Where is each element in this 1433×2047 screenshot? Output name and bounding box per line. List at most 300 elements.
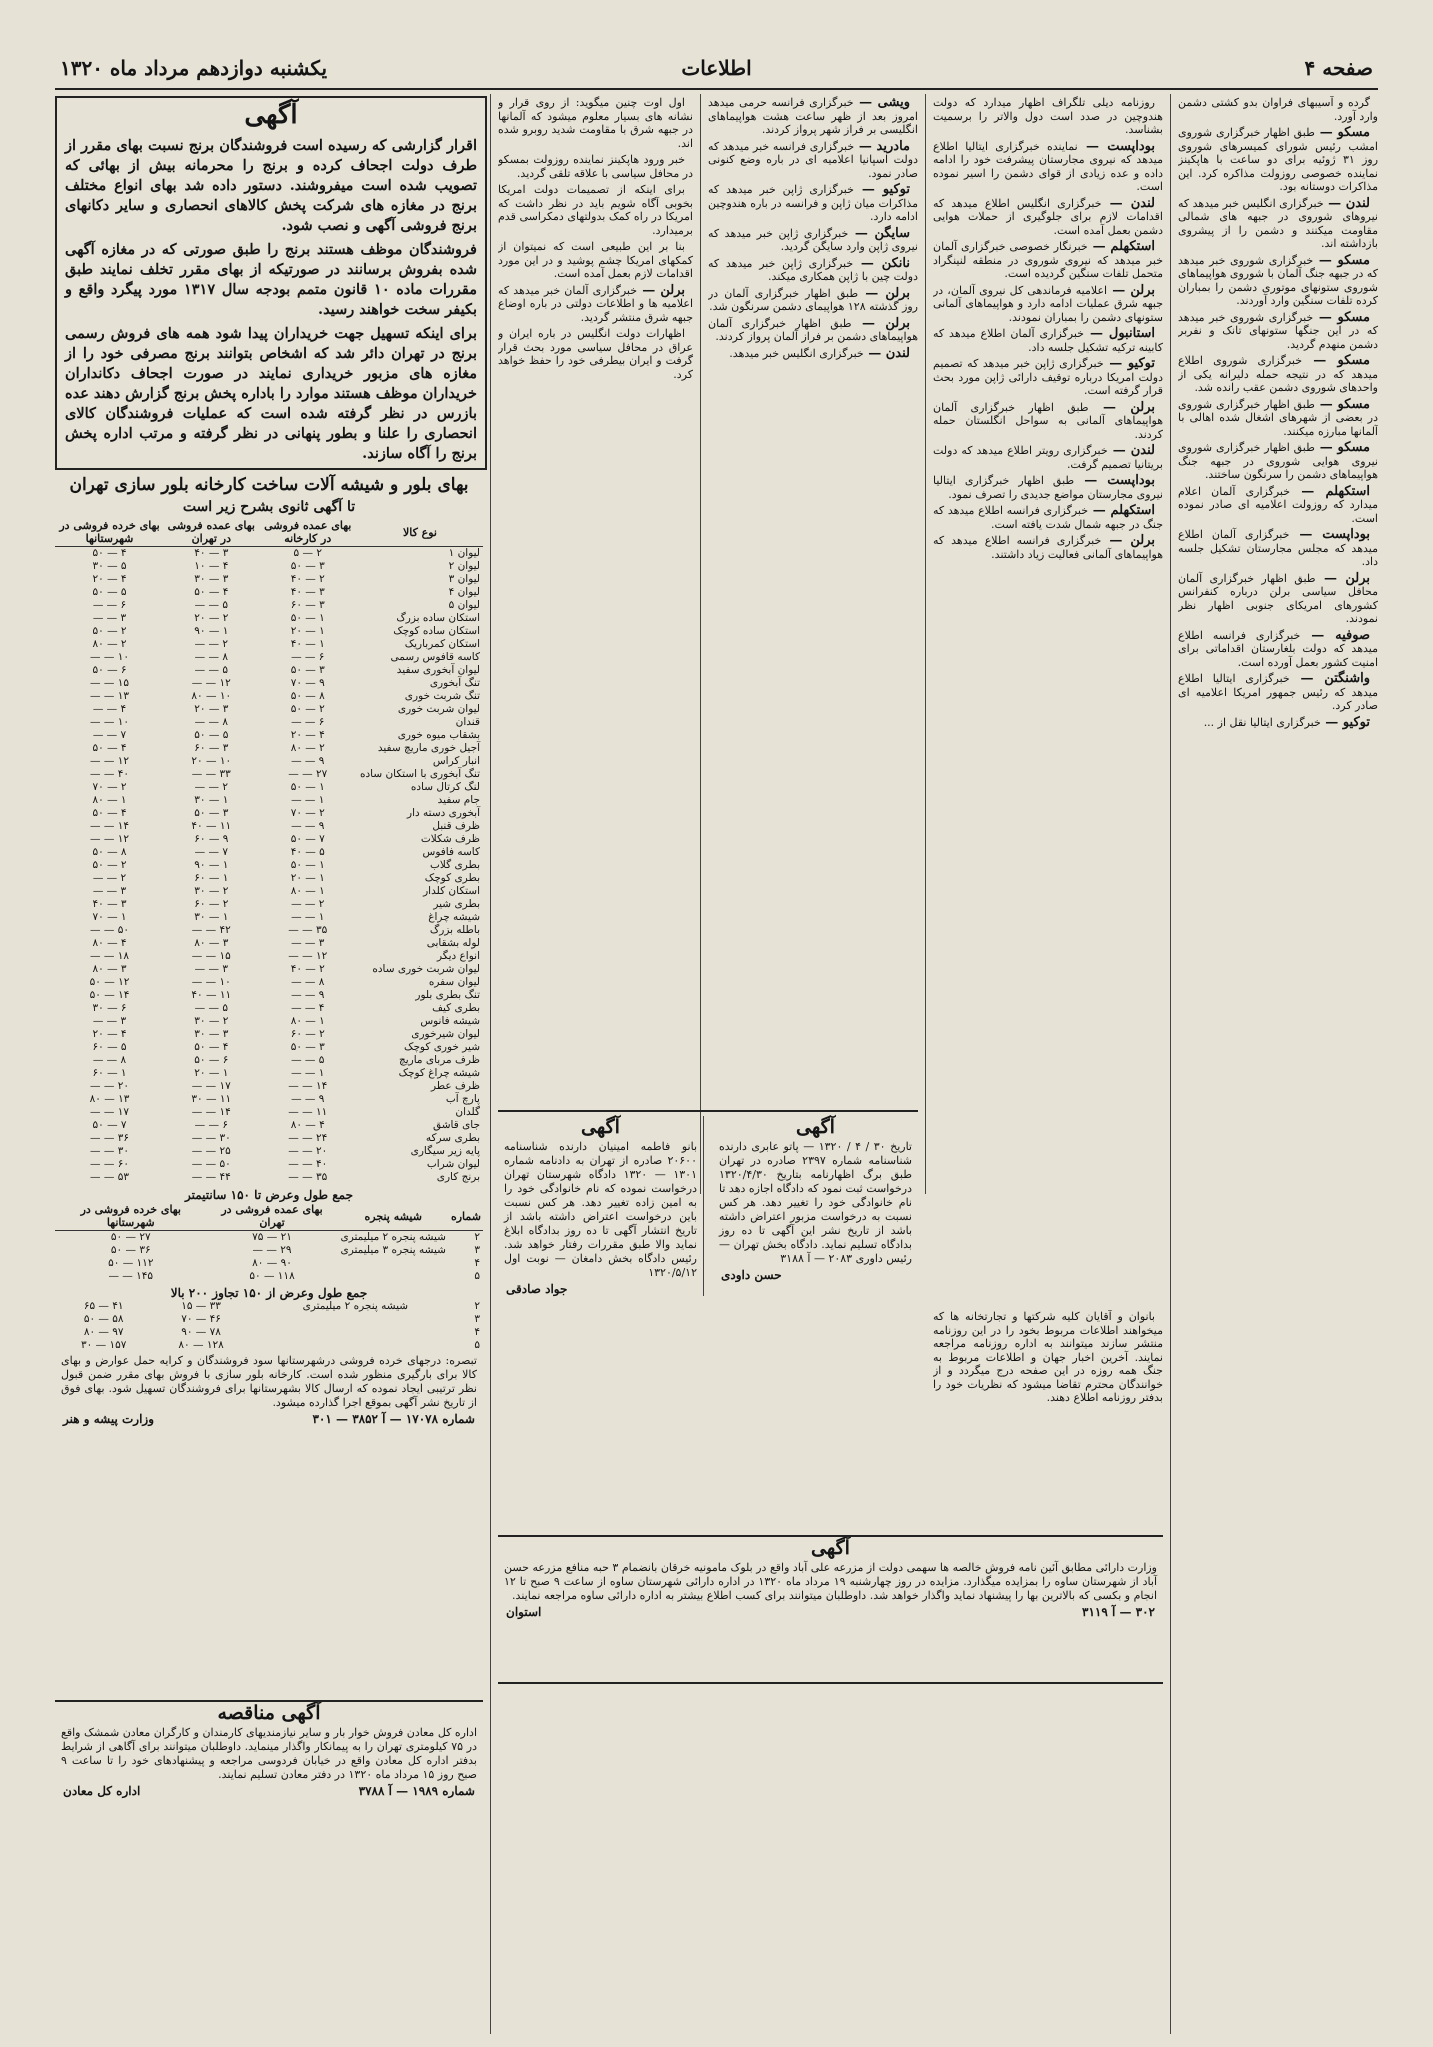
table-cell: برنج کاری xyxy=(436,1171,480,1183)
mid-notice-2-title: آگهی xyxy=(581,1116,620,1138)
news-item xyxy=(1178,441,1378,482)
news-column-1 xyxy=(1178,96,1378,2026)
table-cell: ۱۱۸ — ۵۰ xyxy=(249,1270,295,1282)
news-item xyxy=(933,327,1163,354)
table-cell: ۸ — ۵۰ xyxy=(92,846,127,858)
mid-notice-title: آگهی xyxy=(796,1116,835,1138)
table-cell: ۱۴۵ — — xyxy=(108,1270,154,1282)
news-text: بنا بر این طبیعی است که نمیتوان از کمکهای امریکا چشم پوشید و در این مورد اقدامات لازم بعمل آمده است. xyxy=(498,240,693,280)
news-item xyxy=(933,96,1163,137)
table-cell: ۴ — ۵۰ xyxy=(92,547,127,559)
table-cell: ۳ — ۴۰ xyxy=(194,547,229,559)
table-row xyxy=(55,612,483,625)
table-cell: ۲۴ — — xyxy=(288,1132,328,1144)
news-item xyxy=(1178,629,1378,670)
news-item xyxy=(933,401,1163,442)
table-cell: ۶ — — xyxy=(92,599,127,611)
table-row xyxy=(55,755,483,768)
table-cell: گلدان xyxy=(455,1106,480,1118)
table-row xyxy=(55,807,483,820)
news-item xyxy=(708,317,918,344)
auction-body: وزارت دارائی مطابق آئین نامه فروش خالصه ها سهمی دولت از مزرعه علی آباد واقع در بلوک مامونیه خرقان بانضمام ۳ حبه منافع مزرعه حسن آباد از شهرستان ساوه را بمزایده میگذارد. مزایده در روز چهارشنبه ۱۹ مرداد ماه ۱۳۲۰ در اداره دارائی شهرستان ساوه از ساعت ۹ صبح تا ۱۲ انجام و بکسی که بالاترین بها را پیشنهاد نماید واگذار خواهد شد. داوطلبان میتوانند برای کسب اطلاع بیشتر به اداره دارائی ساوه مراجعه نمایند. xyxy=(504,1561,1157,1602)
table-cell: استکان کمرباریک xyxy=(404,638,480,650)
news-text: طبق اظهار خبرگزاری آلمان در روز گذشته ۱۲۸ هواپیمای دشمن سرنگون شد. xyxy=(708,286,918,313)
table-cell: ۱۲ — — xyxy=(288,950,328,962)
table-cell: ۲۷ — ۵۰ xyxy=(110,1231,151,1243)
news-text: خبرگزاری آلمان خبر میدهد که اعلامیه ها و اطلاعات دولتی در باره اوضاع جبهه شرق منتشر گردید. xyxy=(498,283,693,324)
table-cell: ۵۰ — — xyxy=(90,924,129,936)
table-header: نوع کالا xyxy=(357,518,483,547)
glass-table xyxy=(55,1202,483,1283)
news-dateline: استکهلم — xyxy=(1087,239,1155,254)
news-dateline: لندن — xyxy=(1107,443,1155,458)
table-cell: ۲ — ۷۰ xyxy=(92,781,127,793)
table-row xyxy=(55,703,483,716)
table-cell: ۳ xyxy=(474,1313,480,1325)
table-cell: کاسه قافوس رسمی xyxy=(390,651,480,663)
news-dateline: توکیو — xyxy=(1103,356,1155,371)
table-row xyxy=(55,1326,483,1339)
table-cell: ۳ — ۴۰ xyxy=(92,898,127,910)
table-cell: ۱ — ۶۰ xyxy=(194,872,229,884)
table-cell: ۹ — ۶۰ xyxy=(194,833,229,845)
table-cell: شیشه پنجره ۲ میلیمتری xyxy=(302,1300,409,1312)
table-cell: ۳ — ۸۰ xyxy=(194,937,229,949)
notice-paragraph: فروشندگان موظف هستند برنج را طبق صورتی که در مغازه آگهی شده بفروش برسانند در صورتیکه از بهای مقرر تخلف نمایند طبق مقررات ماده ۱۰ قانون متمم بودجه سال ۱۳۱۷ مورد پیگرد واقع و بکیفر سخت خواهند رسید. xyxy=(65,241,477,318)
table-cell: ۱ — ۶۰ xyxy=(92,1067,127,1079)
table-cell: ۴ — ۵۰ xyxy=(194,1041,229,1053)
price-list-subtitle: تا آگهی ثانوی بشرح زیر است xyxy=(182,499,356,515)
table-cell: لیوان ۱ xyxy=(448,547,480,559)
table-cell: ۴ — ۸۰ xyxy=(92,937,127,949)
news-dateline: توکیو — xyxy=(853,182,910,197)
table-cell: ۱۳ — ۸۰ xyxy=(89,1093,130,1105)
table-cell: ۲ — — xyxy=(194,638,228,650)
table-cell: ۲ — ۷۰ xyxy=(290,807,325,819)
news-item xyxy=(933,284,1163,325)
table-cell: شیشه چراغ کوچک xyxy=(398,1067,480,1079)
news-item xyxy=(1178,254,1378,308)
news-item xyxy=(1178,126,1378,194)
table-cell: ۲ — ۸۰ xyxy=(92,638,127,650)
table-cell: ۵ — — xyxy=(291,1054,325,1066)
news-text: خبرگزاری انگلیس خبر میدهد. xyxy=(729,346,864,360)
news-text: خبر ورود هاپکینز نماینده روزولت بمسکو در محافل سیاسی با علاقه تلقی گردید. xyxy=(498,153,693,180)
table-cell: ۸ — — xyxy=(194,651,228,663)
table-cell: ۵ — ۳۰ xyxy=(92,560,127,572)
news-dateline: لندن — xyxy=(863,345,910,361)
table-cell: ۲ — ۲۰ xyxy=(194,612,229,624)
mid-notice-signature: حسن داودی xyxy=(721,1268,782,1282)
news-dateline: واشنگتن — xyxy=(1289,671,1370,686)
table-cell: ۹ — ۷۰ xyxy=(290,677,325,689)
news-text: خبرگزاری ایتالیا نقل از ... xyxy=(1203,715,1321,729)
glass-table-2 xyxy=(55,1300,483,1352)
table-cell: ۵۳ — — xyxy=(90,1171,129,1183)
table-cell: ۶ — ۵۰ xyxy=(194,1054,229,1066)
table-row xyxy=(55,742,483,755)
news-text: خبرگزاری ژاپن خبر میدهد که دولت چین با ژاپن همکاری میکند. xyxy=(708,256,918,283)
table-cell: ۲ xyxy=(474,1300,480,1312)
table-header: بهای خرده فروشی در شهرستانها xyxy=(55,1202,207,1231)
table-cell: شیشه فانوس xyxy=(420,1015,480,1027)
news-dateline: مسکو — xyxy=(1302,353,1370,368)
table-cell: ۳ — ۵۰ xyxy=(290,560,325,572)
table-cell: ۸ — — xyxy=(194,716,228,728)
news-text: خبرگزاری شوروی خبر میدهد که در جبهه جنگ آلمان با شوروی هواپیماهای شوروی ستونهای موتوری دشمن را بمباران کرده تلفات سنگین وارد آوردند. xyxy=(1178,253,1378,307)
price-signature: وزارت پیشه و هنر xyxy=(63,1412,155,1426)
table-cell: ۳۵ — — xyxy=(288,1171,328,1183)
table-cell: جام سفید xyxy=(437,794,480,806)
news-dateline: استکهلم — xyxy=(1088,503,1156,518)
table-cell: ۱ — ۵۰ xyxy=(290,859,325,871)
table-cell: ۱ — ۵۰ xyxy=(290,781,325,793)
table-cell: ظرف عطر xyxy=(430,1080,480,1092)
news-dateline: برلن — xyxy=(851,315,910,331)
table-row xyxy=(55,820,483,833)
table-cell: ۲ — ۴۰ xyxy=(290,573,325,585)
mid-notice-body: تاریخ ۳۰ / ۴ / ۱۳۲۰ — پاتو عابری دارنده شناسنامه شماره ۲۳۹۷ صادره در تهران طبق برگ اظهارنامه بتاریخ ۱۳۲۰/۴/۳۰ درخواست ثبت نمود که دادگاه اجازه دهد تا نام خانوادگی خود را تغییر دهد. هر کس نسبت به درخواست مزبور اعتراض داشته باشد از تاریخ نشر این آگهی تا ده روز بدادگاه تسلیم نماید. دادگاه بخش تهران — رئیس داوری ۲۰۸۳ — آ ۳۱۸۸ xyxy=(719,1140,913,1265)
news-item xyxy=(1178,485,1378,526)
page-header xyxy=(60,56,1373,84)
table-header: بهای عمده فروشی در کارخانه xyxy=(259,518,357,547)
table-cell: جای قاشق xyxy=(432,1119,480,1131)
table-cell: ۳ — ۵۰ xyxy=(290,664,325,676)
table-cell: ۱۰ — ۸۰ xyxy=(191,690,232,702)
table-cell: پایه زیر سیگاری xyxy=(410,1145,480,1157)
table-cell: ۲ — ۵ xyxy=(293,547,322,559)
table-cell: ۱۰ — — xyxy=(90,651,129,663)
table-row xyxy=(55,560,483,573)
table-cell: ۵ — ۶۰ xyxy=(92,1041,127,1053)
table-header: شیشه پنجره xyxy=(338,1202,449,1231)
table-row xyxy=(55,976,483,989)
table-cell xyxy=(250,1326,461,1339)
news-item xyxy=(498,96,693,150)
table-cell: بطری سرکه xyxy=(425,1132,480,1144)
table-row xyxy=(55,1231,483,1245)
table-cell: آجیل خوری ماریچ سفید xyxy=(377,742,480,754)
table-cell: ۱۵ — — xyxy=(90,677,129,689)
table-cell: ۱۵۷ — ۳۰ xyxy=(81,1339,127,1351)
table-cell: ۲ — ۵۰ xyxy=(290,703,325,715)
table-cell: پارچ آب xyxy=(445,1093,480,1105)
news-dateline: برلن — xyxy=(1107,282,1155,298)
table-row xyxy=(55,664,483,677)
table-cell: ۵ — — xyxy=(194,599,228,611)
table-cell: ۱ — ۵۰ xyxy=(290,612,325,624)
table-cell: ۸ — — xyxy=(291,976,325,988)
table-cell: لیوان ۲ xyxy=(448,560,480,572)
news-item xyxy=(708,140,918,181)
news-text: طبق اظهار خبرگزاری آلمان محافل سیاسی برلن درباره کنفرانس کشورهای امریکای جنوبی اظهار نظر نمودند. xyxy=(1178,571,1378,625)
tender-footer xyxy=(55,1784,483,1798)
news-item xyxy=(708,96,918,137)
table-cell: ۱۲ — — xyxy=(191,677,231,689)
mid-notice-2-body: بانو فاطمه امینیان دارنده شناسنامه ۲۰۶۰۰ صادره از تهران به دادنامه شماره ۱۳۰۱ — ۱۳۲۰ دادگاه شهرستان تهران درخواست نموده که نام خانوادگی خود را به امین زاده تغییر دهد. هر کس نسبت باین درخواست اعتراض داشته باشد از تاریخ انتشار آگهی تا ده روز بدادگاه ابلاغ نماید والا طبق مقررات رفتار خواهد شد. رئیس دادگاه بخش دامغان — نوبت اول ۱۳۲۰/۵/۱۲ xyxy=(504,1140,697,1279)
table-cell: ۱۴ — ۵۰ xyxy=(89,989,130,1001)
table-row xyxy=(55,716,483,729)
table-cell: بطری کیف xyxy=(432,1002,480,1014)
table-cell: تنگ آبخوری xyxy=(429,677,480,689)
news-dateline: نانکن — xyxy=(853,255,910,271)
table-row xyxy=(55,625,483,638)
table-cell: ۱۵ — — xyxy=(191,950,231,962)
news-item xyxy=(708,347,918,361)
table-cell: ۳ — — xyxy=(92,612,127,624)
auction-footer xyxy=(498,1605,1163,1619)
news-dateline: مسکو — xyxy=(1314,396,1371,412)
column-divider xyxy=(700,94,701,1194)
table-cell: ۳ — ۶۰ xyxy=(290,599,325,611)
table-cell: قندان xyxy=(455,716,480,728)
news-dateline: لندن — xyxy=(1323,195,1370,211)
news-dateline: برلن — xyxy=(637,282,685,298)
notice-body xyxy=(57,134,485,470)
table-row xyxy=(55,1093,483,1106)
table-header: بهای عمده فروشی در تهران xyxy=(164,518,259,547)
news-text: خبرگزاری شوروی خبر میدهد که در این جنگها ستونهای تانک و نفربر دشمن منهدم گردید. xyxy=(1178,310,1378,351)
table-cell: ۹۰ — ۸۰ xyxy=(252,1257,292,1269)
news-text: خبرگزاری انگلیس اطلاع میدهد که اقدامات لازم برای جلوگیری از حملات هوایی دشمن بعمل آمده است. xyxy=(933,196,1163,237)
news-dateline: بوداپست — xyxy=(1074,473,1155,488)
table-cell: ۱ — ۴۰ xyxy=(290,638,325,650)
news-text: خبرگزاری فرانسه اطلاع میدهد که هواپیماهای آلمانی فعالیت زیاد داشتند. xyxy=(933,534,1163,561)
table-cell: ۶۰ — — xyxy=(90,1158,129,1170)
column-divider xyxy=(1170,94,1171,2034)
mid-notices xyxy=(498,1110,918,1532)
news-dateline: برلن — xyxy=(1101,533,1155,548)
tender-number: شماره ۱۹۸۹ — آ ۳۷۸۸ xyxy=(358,1784,475,1798)
table-cell: ۲ — ۳۰ xyxy=(194,1015,229,1027)
table-cell: ظرف شکلات xyxy=(420,833,480,845)
table-cell: ۱ — — xyxy=(291,794,325,806)
table-cell: بطری کوچک xyxy=(424,872,480,884)
news-text: گرده و آسیبهای فراوان بدو کشتی دشمن وارد آورد. xyxy=(1178,96,1378,123)
table-cell: ۱۳ — — xyxy=(90,690,129,702)
table-cell: ۳ — — xyxy=(291,937,325,949)
table-row xyxy=(55,1015,483,1028)
table-cell: ۱۷ — — xyxy=(191,1080,231,1092)
news-item xyxy=(708,227,918,254)
issue-date: یکشنبه دوازدهم مرداد ماه ۱۳۲۰ xyxy=(60,56,328,80)
table-row xyxy=(55,885,483,898)
table-cell: ۳۶ — — xyxy=(90,1132,129,1144)
table-row xyxy=(55,1257,483,1270)
news-dateline: مسکو — xyxy=(1313,252,1370,268)
news-text: خبرگزاری آلمان اطلاع میدهد که مجلس مجارستان تشکیل جلسه داد. xyxy=(1178,528,1378,568)
news-text: اظهارات دولت انگلیس در باره ایران و عراق در محافل سیاسی مورد بحث قرار گرفت و ایران بیطرفی خود را حفظ خواهد کرد. xyxy=(498,327,693,381)
glass-table-title: جمع طول وعرض تا ۱۵۰ سانتیمتر xyxy=(184,1188,353,1202)
table-cell: ۶ — ۵۰ xyxy=(92,664,127,676)
news-column-3 xyxy=(708,96,918,1096)
table-cell: ۱۴ — — xyxy=(288,1080,328,1092)
table-cell: شیر خوری کوچک xyxy=(404,1041,480,1053)
table-cell: ۲ xyxy=(474,1231,480,1243)
news-item xyxy=(933,240,1163,281)
news-item xyxy=(933,504,1163,531)
table-cell: ۱۷ — — xyxy=(90,1106,129,1118)
table-cell: ۱۱۲ — ۵۰ xyxy=(108,1257,154,1269)
table-row xyxy=(55,794,483,807)
news-text: اول اوت چنین میگوید: از روی قرار و نشانه های بسیار معلوم میشود که آلمانها در جبهه شرق با مقاومت شدید روبرو شده اند. xyxy=(498,96,693,150)
news-item xyxy=(933,197,1163,238)
glass-table-2-title: جمع طول وعرض از ۱۵۰ تجاوز ۲۰۰ بالا xyxy=(170,1286,368,1300)
table-cell: ۲۰ — — xyxy=(90,1080,129,1092)
table-cell: ۲۰ — — xyxy=(288,1145,328,1157)
news-dateline: مسکو — xyxy=(1313,309,1370,325)
news-item xyxy=(933,357,1163,398)
table-cell: ۳ — ۵۰ xyxy=(290,1041,325,1053)
table-row xyxy=(55,1041,483,1054)
news-item xyxy=(708,183,918,224)
price-list-title: بهای بلور و شیشه آلات ساخت کارخانه بلور سازی تهران xyxy=(69,475,469,495)
table-cell: شیشه چراغ xyxy=(428,911,480,923)
table-row xyxy=(55,1270,483,1283)
table-cell: ۵۰ — — xyxy=(191,1158,231,1170)
table-cell: ۱۴ — — xyxy=(191,1106,231,1118)
table-cell: ۴ — ۲۰ xyxy=(92,573,127,585)
table-cell: آبخوری دسته دار xyxy=(407,807,480,819)
table-cell: ۳ — — xyxy=(92,885,127,897)
table-cell: ۴ — — xyxy=(92,703,127,715)
news-dateline: مسکو — xyxy=(1314,440,1371,455)
table-cell: ۴ — — xyxy=(291,1002,325,1014)
news-dateline: بوداپست — xyxy=(1289,527,1370,542)
table-cell: شیشه پنجره ۲ میلیمتری xyxy=(340,1231,446,1243)
table-cell: ۶ — — xyxy=(194,1119,228,1131)
news-dateline: استکهلم — xyxy=(1290,483,1371,499)
table-cell: ۶ — — xyxy=(291,651,325,663)
table-cell: ۱۰ — — xyxy=(90,716,129,728)
table-cell: ۳۵ — — xyxy=(288,924,328,936)
table-cell: ۳۶ — ۵۰ xyxy=(110,1244,151,1256)
news-item xyxy=(1178,354,1378,395)
table-cell: ۵ — — xyxy=(194,664,228,676)
table-row xyxy=(55,1106,483,1119)
table-cell: ۳ — — xyxy=(194,963,228,975)
table-cell: ۴۴ — — xyxy=(191,1171,231,1183)
notice-title: آگهی xyxy=(244,100,298,130)
table-cell: بطری شیر xyxy=(433,898,480,910)
table-row xyxy=(55,729,483,742)
table-row xyxy=(55,846,483,859)
table-row xyxy=(55,1171,483,1184)
table-cell: ۱۲ — ۵۰ xyxy=(89,976,130,988)
table-row xyxy=(55,1119,483,1132)
table-row xyxy=(55,1158,483,1171)
table-row xyxy=(55,898,483,911)
table-cell: ۲ — ۵۰ xyxy=(92,625,127,637)
news-item xyxy=(1178,197,1378,251)
table-cell: ۳۰ — — xyxy=(191,1132,231,1144)
table-cell: بشقاب میوه خوری xyxy=(397,729,480,741)
table-cell: تنگ شربت خوری xyxy=(404,690,480,702)
table-cell: ۴۰ — — xyxy=(90,768,129,780)
table-cell: ۱ — ۹۰ xyxy=(194,625,229,637)
table-row xyxy=(55,950,483,963)
table-cell: ۱۱ — — xyxy=(288,1106,328,1118)
price-footer xyxy=(55,1412,483,1426)
table-cell: ۹۷ — ۸۰ xyxy=(83,1326,124,1338)
table-cell: ۱ — ۸۰ xyxy=(290,885,325,897)
table-cell: ظرف قنبل xyxy=(432,820,480,832)
table-row xyxy=(55,1300,483,1313)
auction-number: ۳۰۲ — آ ۳۱۱۹ xyxy=(1082,1605,1155,1619)
column-divider xyxy=(490,94,491,2034)
news-dateline: سایگن — xyxy=(848,225,910,241)
table-row xyxy=(55,937,483,950)
price-table xyxy=(55,518,483,1184)
news-text: خبرگزاری ژاپن خبر میدهد که مذاکرات میان ژاپن و فرانسه در باره هندوچین ادامه دارد. xyxy=(708,183,918,223)
table-row xyxy=(55,833,483,846)
table-cell: استکان ساده بزرگ xyxy=(396,612,480,624)
tender-body: اداره کل معادن فروش خوار بار و سایر نیازمندیهای کارمندان و کارگران معادن شمشک واقع در ۷۵ کیلومتری تهران را به پیمانکار واگذار مینماید. داوطلبان میتوانند برای آگاهی از شرایط بدفتر اداره کل معادن واقع در خیابان فردوسی مراجعه و پیشنهادهای خود را تا ساعت ۹ صبح روز ۱۵ مرداد ماه ۱۳۲۰ در دفتر معادن تسلیم نمایند. xyxy=(61,1726,477,1781)
table-cell: استکان کلدار xyxy=(423,885,480,897)
table-cell: ۲ — ۶۰ xyxy=(194,898,229,910)
table-cell: ۹ — — xyxy=(291,755,325,767)
table-cell: ۴ — ۵۰ xyxy=(92,742,127,754)
table-cell: ۱۴ — — xyxy=(90,820,129,832)
table-cell: ۶ — — xyxy=(291,716,325,728)
news-item xyxy=(933,140,1163,194)
table-row xyxy=(55,1067,483,1080)
table-row xyxy=(55,586,483,599)
news-text: اعلامیه فرماندهی کل نیروی آلمان، در جبهه شرق عملیات ادامه دارد و هواپیماهای آلمانی ستونهای دشمن را بمباران نمودند. xyxy=(933,283,1163,324)
column-divider xyxy=(925,94,926,1194)
table-cell: ۳ — ۳۰ xyxy=(194,1028,229,1040)
table-cell: ۷ — — xyxy=(92,729,127,741)
mid-notice-footer xyxy=(713,1268,918,1282)
table-cell: ۱ — ۸۰ xyxy=(92,794,127,806)
table-cell: لیوان شربت خوری xyxy=(397,703,480,715)
news-text: طبق اظهار خبرگزاری شوروی امشب رئیس شورای کمیسرهای شوروی روز ۳۱ ژوئیه برای دو ساعت با هاپکینز نماینده خصوصی روزولت مذاکره کرد. این مذاکرات دوستانه بود. xyxy=(1178,126,1378,193)
table-cell: ۳۰ — — xyxy=(90,1145,129,1157)
table-cell: ۵ — ۵۰ xyxy=(194,729,229,741)
table-cell: لیوان آبخوری سفید xyxy=(396,664,480,676)
table-cell: لیوان سفره xyxy=(428,976,480,988)
table-cell: لوله بشقابی xyxy=(426,937,480,949)
table-cell: ۵ — — xyxy=(194,1002,228,1014)
news-item xyxy=(1178,398,1378,439)
table-cell: تنگ آبخوری با استکان ساده xyxy=(359,768,480,780)
auction-signature: استوان xyxy=(506,1605,542,1619)
table-cell: ۳ — ۴۰ xyxy=(290,586,325,598)
table-cell: ۳ — ۵۰ xyxy=(194,807,229,819)
table-cell: ۱۲۸ — ۸۰ xyxy=(178,1339,224,1351)
news-text: طبق اظهار خبرگزاری شوروی در بعضی از شهرهای اشغال شده اهالی با آلمانها مبارزه میکنند. xyxy=(1178,397,1378,438)
table-cell: ۴۱ — ۶۵ xyxy=(83,1300,124,1312)
col2-bottom-text: بانوان و آقایان کلیه شرکتها و تجارتخانه ها که میخواهند اطلاعات مربوط بخود را در این روزنامه منتشر سازند میتوانند به اداره روزنامه مراجعه نمایند. آخرین اخبار جهان و اطلاعات مربوط به جنگ همه روزه در این صفحه درج میگردد و از خوانندگان محترم تقاضا میشود که نظریات خود را بدفتر روزنامه اطلاع دهند. xyxy=(933,1310,1163,1404)
table-row xyxy=(55,989,483,1002)
table-cell: ۴ — ۲۰ xyxy=(92,1028,127,1040)
news-text: خبرگزاری فرانسه اطلاع میدهد که دولت بلغارستان اقداماتی برای امنیت کشور بعمل آورده است. xyxy=(1178,628,1378,669)
news-item xyxy=(933,444,1163,471)
table-cell: ۱۸ — — xyxy=(90,950,129,962)
news-dateline: برلن — xyxy=(1088,399,1155,415)
table-row xyxy=(55,573,483,586)
news-item xyxy=(708,257,918,284)
news-text: خبرگزاری انگلیس خبر میدهد که نیروهای شوروی در جبهه های شمالی مقاومت میکنند و دشمن را از پیشروی بازداشته اند. xyxy=(1178,196,1378,250)
news-dateline: بوداپست — xyxy=(1077,138,1155,154)
news-text: خبرگزاری فرانسه حرمی میدهد امروز بعد از ظهر ساعت هشت هواپیماهای انگلیسی بر فراز شهر پرواز کردند. xyxy=(708,96,918,136)
table-cell xyxy=(250,1313,461,1326)
news-text: طبق اظهار خبرگزاری شوروی نیروی هوایی شوروی در جبهه جنگ هواپیماهای دشمن را سرنگون ساختند. xyxy=(1178,441,1378,481)
news-column-2 xyxy=(933,96,1163,1296)
table-cell: ۴ — ۵۰ xyxy=(194,586,229,598)
table-cell: ۳۳ — ۱۵ xyxy=(181,1300,221,1312)
table-cell: ۲۱ — ۷۵ xyxy=(252,1231,292,1243)
